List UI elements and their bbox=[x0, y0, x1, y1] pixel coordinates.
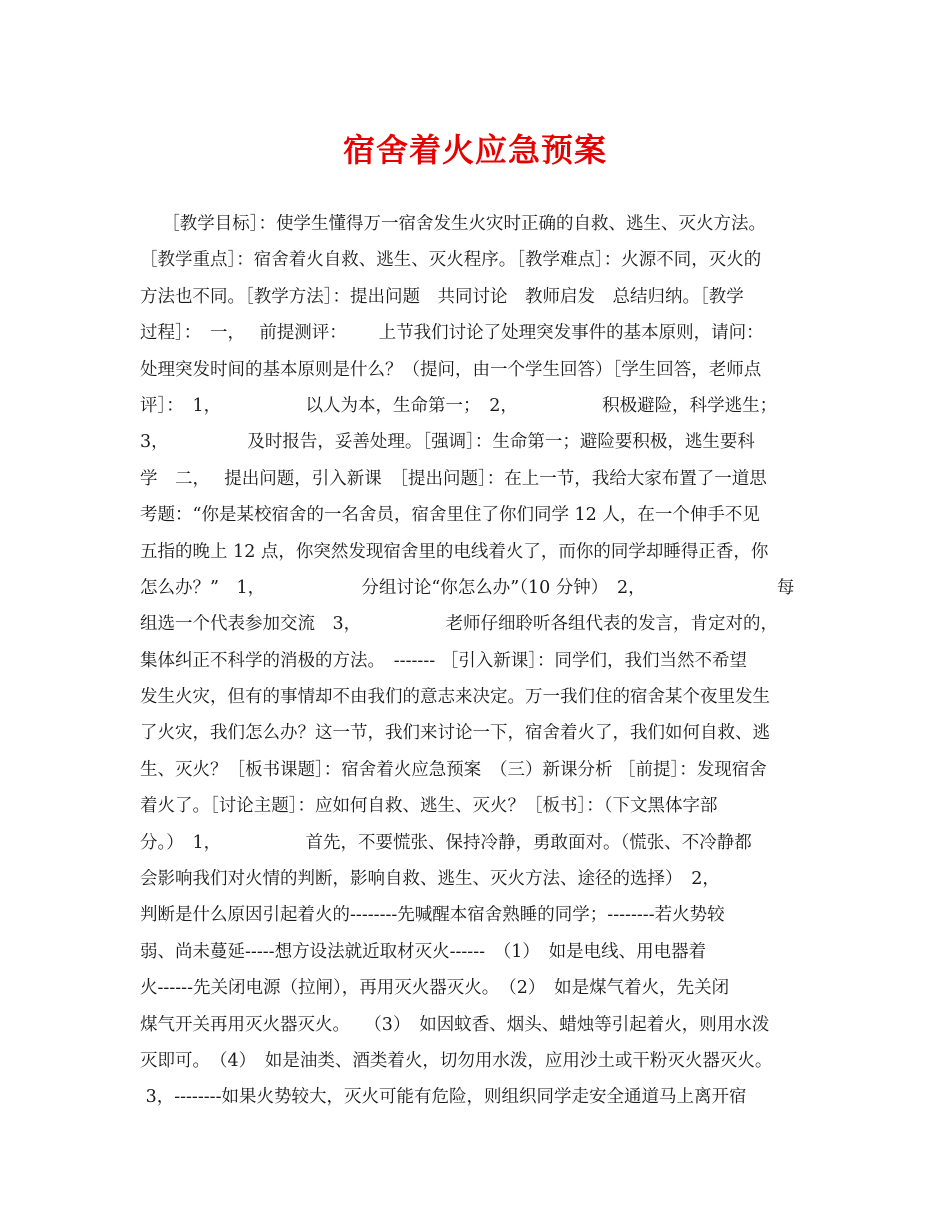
body-line: 学 二， 提出问题，引入新课 ［提出问题］：在上一节，我给大家布置了一道思 bbox=[140, 468, 767, 489]
body-line: 着火了。［讨论主题］：应如何自救、逃生、灭火？［板书］：（下文黑体字部 bbox=[140, 796, 718, 817]
body-line: ［教学重点］：宿舍着火自救、逃生、灭火程序。［教学难点］：火源不同，灭火的 bbox=[140, 250, 762, 271]
body-line: 分。） 1， 首先，不要慌张、保持冷静，勇敢面对。（慌张、不冷静都 bbox=[140, 832, 752, 853]
document-title: 宿舍着火应急预案 bbox=[342, 131, 607, 169]
body-line: 评］： 1， 以人为本，生命第一； 2， 积极避险，科学逃生； bbox=[140, 395, 778, 416]
body-line: 方法也不同。［教学方法］：提出问题 共同讨论 教师启发 总结归纳。［教学 bbox=[140, 286, 744, 307]
body-line: ［教学目标］：使学生懂得万一宿舍发生火灾时正确的自救、逃生、灭火方法。 bbox=[140, 214, 766, 234]
body-line: 火------先关闭电源（拉闸），再用灭火器灭火。 （2） 如是煤气着火，先关闭 bbox=[140, 978, 730, 999]
body-line: 怎么办？” 1， 分组讨论“你怎么办”（10 分钟） 2， 每 bbox=[140, 577, 795, 598]
body-line: 组选一个代表参加交流 3， 老师仔细聆听各组代表的发言，肯定对的， bbox=[140, 614, 778, 635]
body-line: 集体纠正不科学的消极的方法。 ------- ［引入新课］：同学们，我们当然不希望 bbox=[140, 650, 747, 671]
body-line: 弱、尚未蔓延-----想方设法就近取材灭火------ （1） 如是电线、用电器着 bbox=[140, 941, 707, 962]
body-line: 3， 及时报告，妥善处理。［强调］：生命第一；避险要积极，逃生要科 bbox=[140, 432, 755, 453]
body-line: 考题：“你是某校宿舍的一名舍员，宿舍里住了你们同学 12 人，在一个伸手不见 bbox=[140, 505, 760, 526]
body-line: 判断是什么原因引起着火的--------先喊醒本宿舍熟睡的同学；--------若火势较 bbox=[140, 905, 725, 926]
body-line: 处理突发时间的基本原则是什么？（提问，由一个学生回答）［学生回答，老师点 bbox=[140, 359, 762, 380]
body-line: 生、灭火？［板书课题］：宿舍着火应急预案 （三）新课分析 ［前提］：发现宿舍 bbox=[140, 759, 767, 780]
body-line: 发生火灾，但有的事情却不由我们的意志来决定。万一我们住的宿舍某个夜里发生 bbox=[140, 687, 770, 708]
body-line: 会影响我们对火情的判断，影响自救、逃生、灭火方法、途径的选择） 2， bbox=[140, 869, 720, 890]
document-body bbox=[140, 206, 820, 1116]
body-line: 过程］： 一， 前提测评： 上节我们讨论了处理突发事件的基本原则，请问： bbox=[140, 323, 764, 344]
body-line: 灭即可。 （4） 如是油类、酒类着火，切勿用水泼，应用沙土或干粉灭火器灭火。 bbox=[140, 1050, 773, 1071]
body-line: 煤气开关再用灭火器灭火。 （3） 如因蚊香、烟头、蜡烛等引起着火，则用水泼 bbox=[140, 1014, 770, 1035]
body-line: 3，--------如果火势较大，灭火可能有危险，则组织同学走安全通道马上离开宿 bbox=[140, 1087, 747, 1108]
body-line: 五指的晚上 12 点，你突然发现宿舍里的电线着火了，而你的同学却睡得正香，你 bbox=[140, 541, 769, 562]
body-line: 了火灾，我们怎么办？这一节，我们来讨论一下，宿舍着火了，我们如何自救、逃 bbox=[140, 723, 770, 744]
